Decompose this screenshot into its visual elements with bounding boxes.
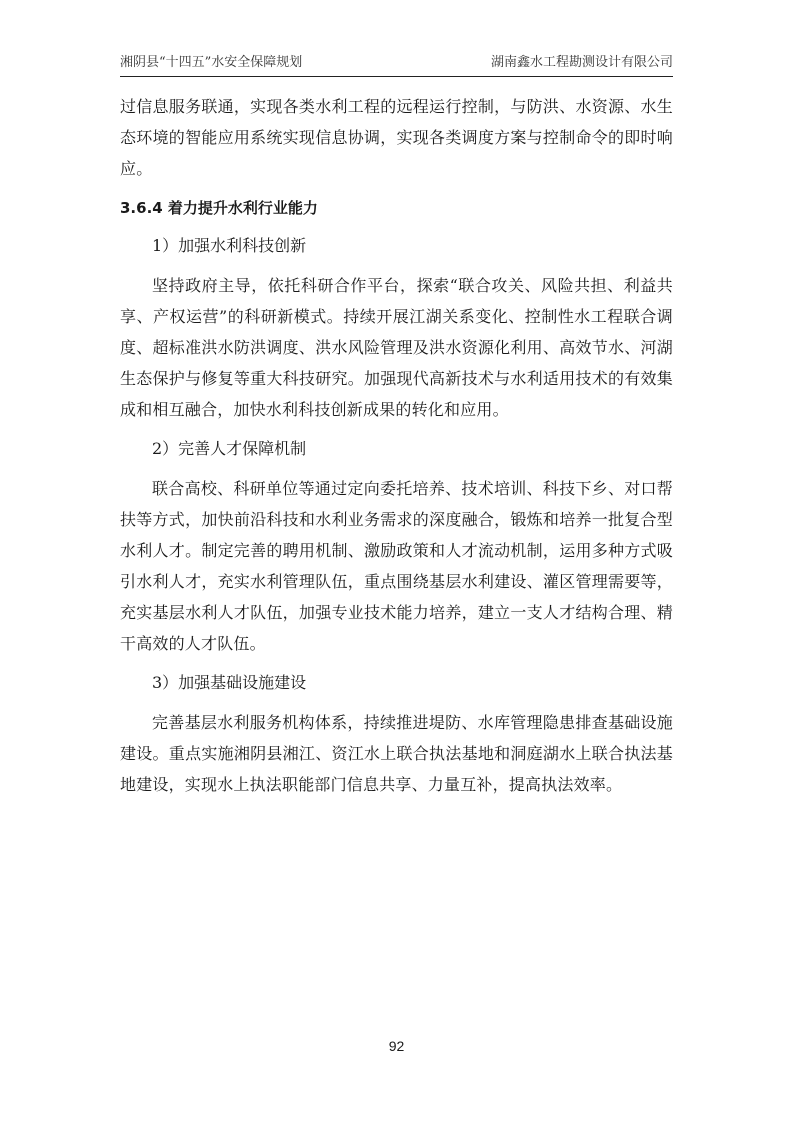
- item-heading-3: 3）加强基础设施建设: [152, 673, 307, 692]
- page-body: [120, 91, 673, 800]
- header-document-title: 湘阴县“十四五”水安全保障规划: [120, 55, 303, 70]
- intro-paragraph: 过信息服务联通，实现各类水利工程的远程运行控制，与防洪、水资源、水生态环境的智能应用系统实现信息协调，实现各类调度方案与控制命令的即时响应。: [120, 97, 673, 178]
- item-paragraph-3: 完善基层水利服务机构体系，持续推进堤防、水库管理隐患排查基础设施建设。重点实施湘阴县湘江、资江水上联合执法基地和洞庭湖水上联合执法基地建设，实现水上执法职能部门信息共享、力量互补，提高执法效率。: [120, 713, 673, 794]
- item-paragraph-2: 联合高校、科研单位等通过定向委托培养、技术培训、科技下乡、对口帮扶等方式，加快前沿科技和水利业务需求的深度融合，锻炼和培养一批复合型水利人才。制定完善的聘用机制、激励政策和人才流动机制，运用多种方式吸引水利人才，充实水利管理队伍，重点围绕基层水利建设、灌区管理需要等，充实基层水利人才队伍，加强专业技术能力培养，建立一支人才结构合理、精干高效的人才队伍。: [120, 479, 673, 653]
- header-company-name: 湖南鑫水工程勘测设计有限公司: [490, 55, 673, 70]
- item-heading-2: 2）完善人才保障机制: [152, 439, 307, 458]
- page-header: [120, 52, 673, 74]
- header-divider: [120, 76, 673, 77]
- section-title: 3.6.4 着力提升水利行业能力: [120, 199, 318, 217]
- item-paragraph-1: 坚持政府主导，依托科研合作平台，探索“联合攻关、风险共担、利益共享、产权运营”的科研新模式。持续开展江湖关系变化、控制性水工程联合调度、超标准洪水防洪调度、洪水风险管理及洪水资源化利用、高效节水、河湖生态保护与修复等重大科技研究。加强现代高新技术与水利适用技术的有效集成和相互融合，加快水利科技创新成果的转化和应用。: [120, 276, 673, 419]
- item-heading-1: 1）加强水利科技创新: [152, 236, 307, 255]
- page-number: 92: [388, 1038, 405, 1054]
